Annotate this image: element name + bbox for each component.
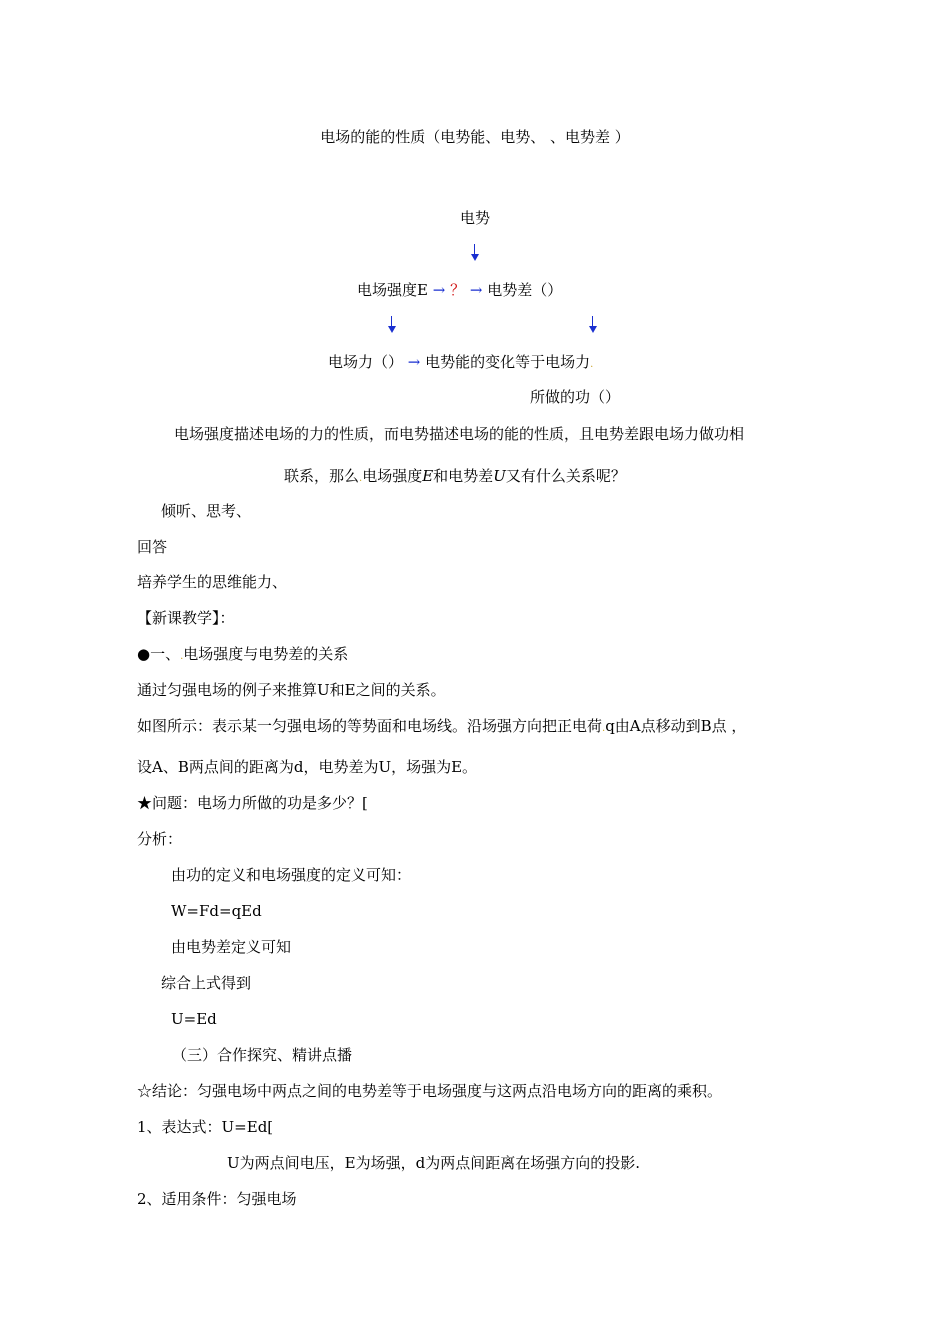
dot-icon: . [180,651,184,662]
page-title: 电场的能的性质（电势能、电势、 、电势差 ） [320,128,630,146]
expression-text: 1、表达式：U=Ed[ [137,1118,274,1136]
equation-work: W=Fd=qEd [171,902,262,920]
definition-1: 由功的定义和电场强度的定义可知： [171,866,412,884]
diagram-node-unknown: ？ [450,281,466,299]
cooperation-heading: （三）合作探究、精讲点播 [172,1046,353,1064]
diagram-top-node: 电势 [459,209,490,227]
listen-text: 倾听、思考、 [161,502,252,520]
diagram-node-potential-difference: 电势差（） [487,281,563,299]
figure-text: q由A点移动到B点 ， [605,717,747,735]
figure-description [137,716,746,739]
conclusion-text: ☆结论：匀强电场中两点之间的电势差等于电场强度与这两点沿电场方向的距离的乘积。 [137,1082,723,1100]
arrow-down-icon [386,316,398,334]
diagram-node-energy-change: 电势能的变化等于电场力 [425,353,591,371]
answer-text: 回答 [137,538,168,556]
intro-text: 和电势差 [433,467,494,485]
dot-icon: . [590,359,594,370]
arrow-right-icon: → [407,353,421,371]
diagram-node-electric-force: 电场力（） [328,353,404,371]
diagram-node-field-strength: 电场强度E [357,281,428,299]
condition-text: 2、适用条件：匀强电场 [137,1190,297,1208]
symbol-e: E [422,467,434,485]
question-text: ★问题：电场力所做的功是多少？[ [137,794,368,812]
expression-note: U为两点间电压，E为场强，d为两点间距离在场强方向的投影. [227,1154,640,1172]
combine-text: 综合上式得到 [161,974,252,992]
bullet-text: ●一、 [137,645,181,663]
definition-2: 由电势差定义可知 [171,938,292,956]
dot-icon: . [602,723,606,734]
intro-text: 联系，那么 [284,467,360,485]
heading-text: 电场强度与电势差的关系 [183,645,349,663]
section-heading-1 [137,644,348,667]
arrow-down-icon [469,244,481,262]
symbol-u: U [493,467,506,485]
arrow-right-icon: → [432,281,446,299]
derive-text: 通过匀强电场的例子来推算U和E之间的关系。 [137,681,446,699]
intro-text: 电场强度 [362,467,423,485]
analysis-heading: 分析： [137,830,183,848]
arrow-right-icon: → [469,281,483,299]
setup-text: 设A、B两点间的距离为d，电势差为U，场强为E。 [137,758,478,776]
intro-text: 又有什么关系呢？ [505,467,626,485]
figure-text: 如图所示：表示某一匀强电场的等势面和电场线。沿场强方向把正电荷 [137,717,603,735]
diagram-node-work: 所做的功（） [530,388,621,406]
intro-line-1: 电场强度描述电场的力的性质，而电势描述电场的能的性质，且电势差跟电场力做功相 [174,425,745,443]
arrow-down-icon [587,316,599,334]
section-heading-new-lesson: 【新课教学】： [137,609,235,627]
diagram-bottom-row [328,352,593,375]
dot-icon: . [359,473,363,484]
diagram-middle-row [357,280,562,300]
intro-line-2 [284,466,626,489]
equation-u-ed: U=Ed [171,1010,217,1028]
cultivate-text: 培养学生的思维能力、 [137,573,288,591]
